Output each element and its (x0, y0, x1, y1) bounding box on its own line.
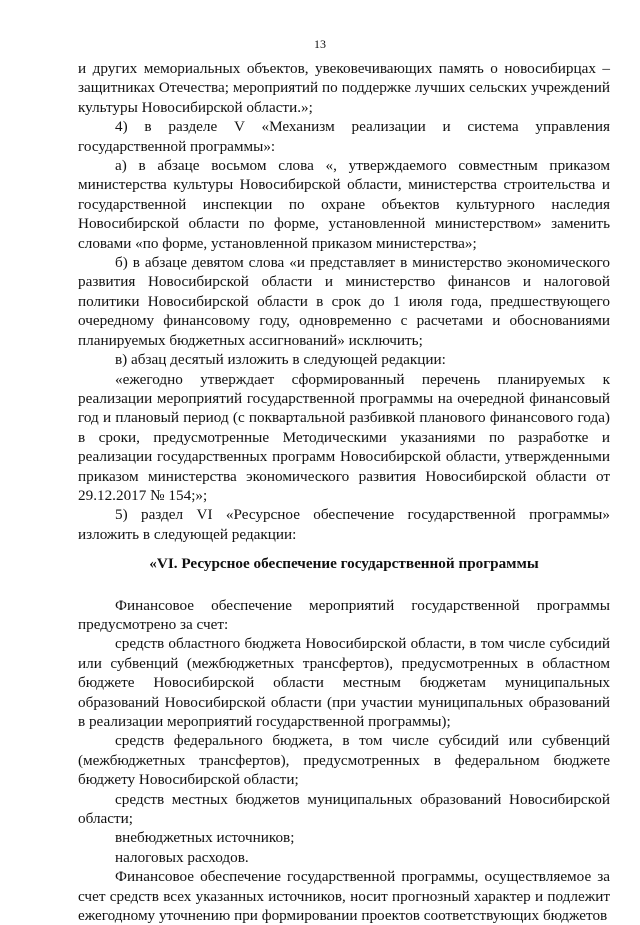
paragraph: в) абзац десятый изложить в следующей редакции: (115, 351, 446, 369)
document-body (78, 59, 610, 925)
paragraph: и других мемориальных объектов, увековечивающих память о новосибирцах – защитниках Отечества; мероприятий по поддержке лучших сельских учреждений культуры Новосибирской области.»; (78, 60, 610, 116)
paragraph: средств федерального бюджета, в том числе субсидий или субвенций (межбюджетных трансфертов), предусмотренных в федеральном бюджете бюджету Новосибирской области; (78, 732, 610, 789)
paragraph: «ежегодно утверждает сформированный перечень планируемых к реализации мероприятий государственной программы на очередной финансовый год и плановый период (с поквартальной разбивкой планового финансового года) в сроки, предусмотренные Методическими указаниями по разработке и реализации государственных программ Новосибирской области, утвержденными приказом министерства экономического развития Новосибирской области от 29.12.2017 № 154;»; (78, 370, 610, 504)
paragraph: б) в абзаце девятом слова «и представляет в министерство экономического развития Новосибирской области и министерство финансов и налоговой политики Новосибирской области в срок до 1 июля года, предшествующего очередному финансовому году, одновременно с расчетами и обоснованиями планируемых бюджетных ассигнований» исключить; (78, 254, 610, 349)
page-number: 13 (314, 37, 326, 51)
paragraph: средств местных бюджетов муниципальных образований Новосибирской области; (78, 790, 610, 828)
paragraph: Финансовое обеспечение государственной программы, осуществляемое за счет средств всех указанных источников, носит прогнозный характер и подлежит ежегодному уточнению при формировании проектов соответствующих бюджетов (78, 868, 610, 925)
paragraph: налоговых расходов. (115, 848, 249, 866)
paragraph: 4) в разделе V «Механизм реализации и система управления государственной программы»: (78, 118, 610, 155)
paragraph: внебюджетных источников; (115, 829, 295, 847)
section-heading: «VI. Ресурсное обеспечение государственной программы (149, 555, 539, 573)
paragraph: 5) раздел VI «Ресурсное обеспечение государственной программы» изложить в следующей редакции: (78, 506, 610, 543)
paragraph: а) в абзаце восьмом слова «, утверждаемого совместным приказом министерства культуры Новосибирской области, министерства строительства и государственной инспекции по охране объектов культурного наследия Новосибирской области по форме, установленной министерством» заменить словами «по форме, установленной приказом министерства»; (78, 157, 610, 252)
paragraph: средств областного бюджета Новосибирской области, в том числе субсидий или субвенций (межбюджетных трансфертов), предусмотренных в областном бюджете Новосибирской области местным бюджетам муниципальных образований Новосибирской области (при участии муниципальных образований в реализации мероприятий государственной программы); (78, 635, 610, 730)
paragraph: Финансовое обеспечение мероприятий государственной программы предусмотрено за счет: (78, 596, 610, 633)
